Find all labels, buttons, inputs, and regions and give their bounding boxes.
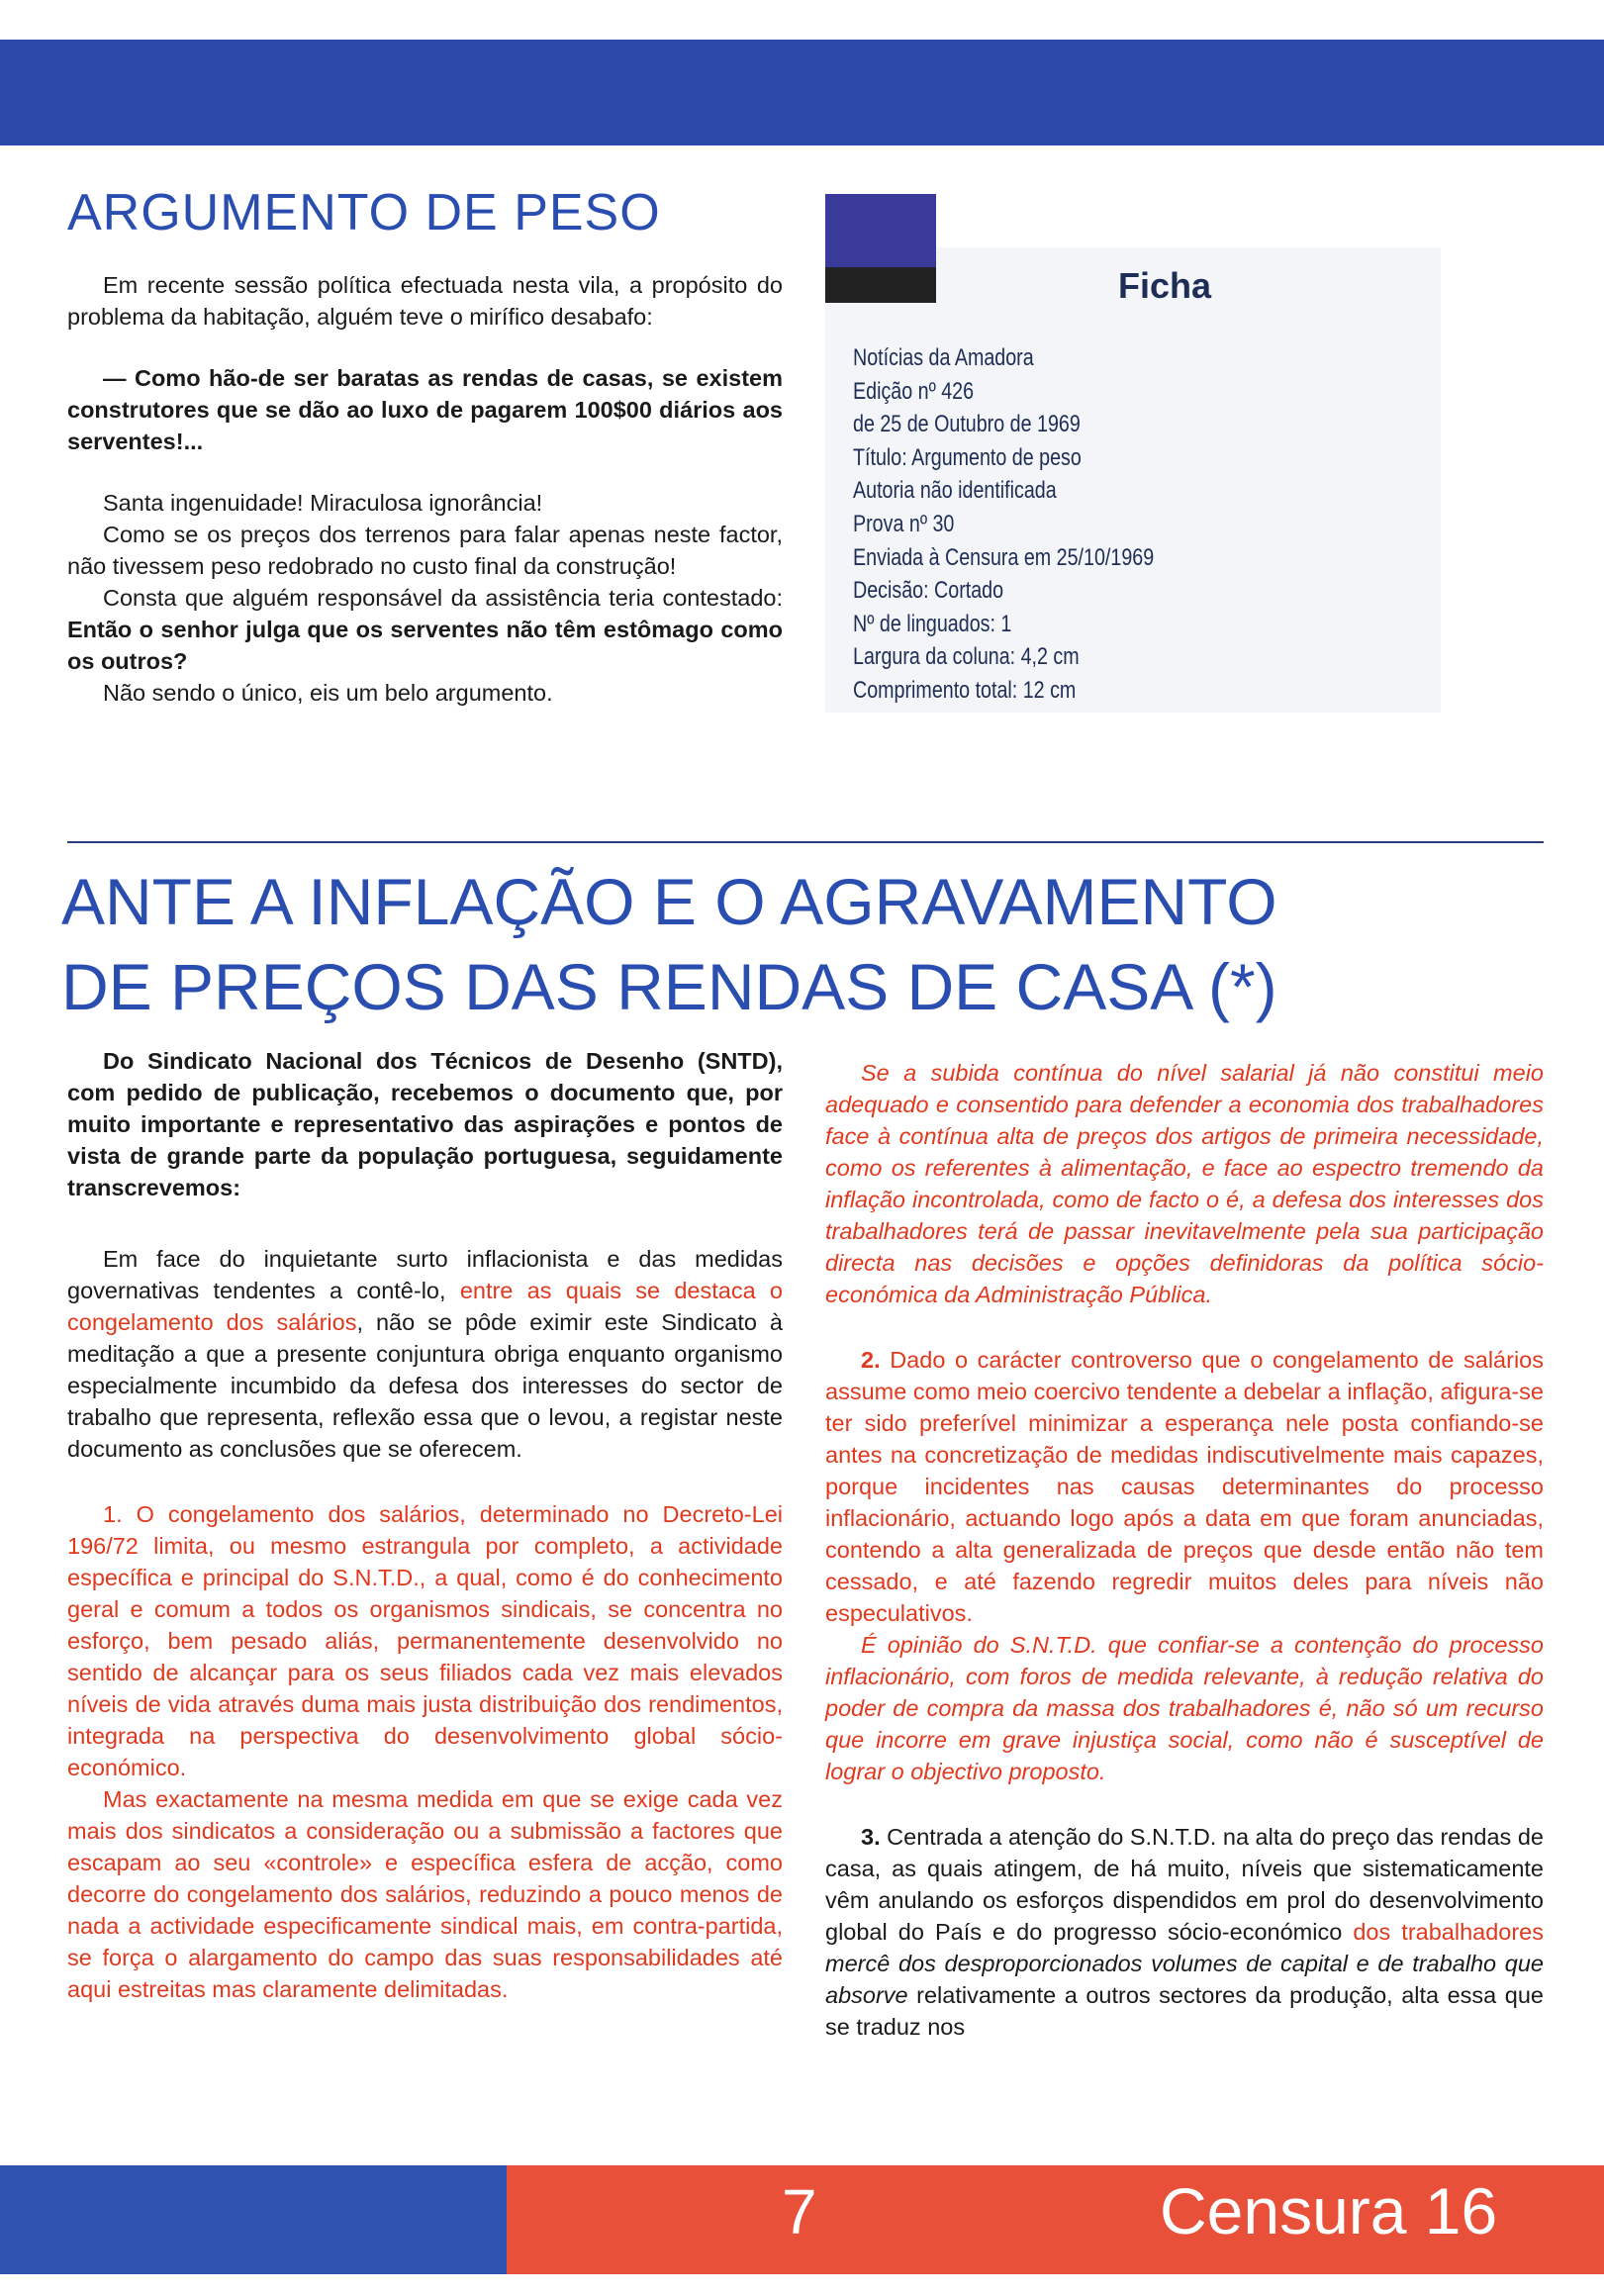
article-title-argumento: ARGUMENTO DE PESO	[67, 184, 661, 241]
paragraph: Como se os preços dos terrenos para falar apenas neste factor, não tivessem peso redobrado no custo final da construção!	[67, 522, 783, 579]
ficha-line: Largura da coluna: 4,2 cm	[853, 643, 1080, 671]
ficha-square-dark-part	[825, 267, 936, 303]
paragraph-text: Em face do inquietante surto inflacionista e das medidas governativas tendentes a contê-lo,	[67, 1246, 783, 1303]
ficha-line: Nº de linguados: 1	[853, 610, 1012, 637]
section-divider	[67, 841, 1544, 843]
article-inflacao-left-column	[67, 1045, 783, 2005]
title-line: ANTE A INFLAÇÃO E O AGRAVAMENTO	[61, 865, 1277, 938]
paragraph	[67, 582, 783, 677]
ficha-line: Decisão: Cortado	[853, 577, 1004, 605]
paragraph-text: , não se pôde eximir este Sindicato à meditação a que a presente conjuntura obriga enquanto organismo especialmente incumbido da defesa dos interesses do sector de trabalho que representa, reflexão essa que o levou, a registar neste documento as conclusões que se oferecem.	[67, 1309, 783, 1462]
paragraph-text: Centrada a atenção do S.N.T.D. na alta do preço das rendas de casa, as quais atingem, de há muito, níveis que sistematicamente vêm anulando os esforços dispendidos em prol do desenvolvimento global do País e do progresso sócio-económico	[825, 1824, 1544, 1945]
paragraph-text: Dado o carácter controverso que o congelamento de salários assume como meio coercivo tendente a debelar a inflação, afigura-se ter sido preferível minimizar a esperança nele posta confiando-se antes na concretização de medidas indiscutivelmente mais capazes, porque incidentes nas causas determinantes do processo inflacionário, actuando logo após a data em que foram anunciadas, contendo a alta generalizada de preços que desde então não tem cessado, e até fazendo regredir muitos deles para níveis não especulativos.	[825, 1347, 1544, 1626]
footer-bottom-strip	[0, 2274, 1604, 2296]
ficha-line: Comprimento total: 12 cm	[853, 676, 1077, 704]
italic-text: mercê dos desproporcionados volumes de capital e de trabalho que absorve	[825, 1951, 1544, 2008]
paragraph: Não sendo o único, eis um belo argumento.	[103, 680, 553, 706]
paragraph-text: relativamente a outros sectores da produção, alta essa que se traduz nos	[825, 1982, 1544, 2040]
page-number: 7	[782, 2176, 817, 2248]
ficha-line: Autoria não identificada	[853, 477, 1057, 505]
ficha-line: Enviada à Censura em 25/10/1969	[853, 543, 1155, 571]
section-number: 2.	[861, 1347, 881, 1373]
ficha-line: Prova nº 30	[853, 510, 955, 537]
title-line: DE PREÇOS DAS RENDAS DE CASA (*)	[61, 950, 1277, 1023]
ficha-square-icon	[825, 194, 936, 303]
article-title-inflacao	[61, 859, 1496, 1029]
paragraph	[67, 1243, 783, 1465]
paragraph-section-1: 1. O congelamento dos salários, determinado no Decreto-Lei 196/72 limita, ou mesmo estrangula por completo, a actividade específica e principal do S.N.T.D., a qual, como é do conhecimento geral e comum a todos os organismos sindicais, se concentra no esforço, bem pesado aliás, permanentemente desenvolvido no sentido de alcançar para os seus filiados cada vez mais elevados níveis de vida através duma mais justa distribuição dos rendimentos, integrada na perspectiva do desenvolvimento global sócio-económico.	[67, 1501, 783, 1780]
paragraph-section-2b: É opinião do S.N.T.D. que confiar-se a contenção do processo inflacionário, com foros de medida relevante, à redução relativa do poder de compra da massa dos trabalhadores é, não só um recurso que incorre em grave injustiça social, como não é susceptível de lograr o objectivo proposto.	[825, 1632, 1544, 1784]
ficha-title: Ficha	[1118, 265, 1212, 306]
paragraph: Em recente sessão política efectuada nesta vila, a propósito do problema da habitação, alguém teve o mirífico desabafo:	[67, 272, 783, 330]
ficha-line: Título: Argumento de peso	[853, 443, 1082, 471]
highlighted-text: entre as quais se destaca o congelamento dos salários	[67, 1278, 783, 1335]
paragraph-italic: Se a subida contínua do nível salarial já não constitui meio adequado e consentido para defender a economia dos trabalhadores face à contínua alta de preços dos artigos de primeira necessidade, como os referentes à alimentação, e face ao espectro tremendo da inflação incontrolada, como de facto o é, a defesa dos interesses dos trabalhadores terá de passar inevitavelmente pela sua participação directa nas decisões e opções definidoras da política sócio- económica da Administração Pública.	[825, 1060, 1544, 1307]
highlighted-text: dos trabalhadores	[1353, 1919, 1544, 1945]
ficha-line: de 25 de Outubro de 1969	[853, 411, 1081, 438]
article-inflacao-right-column	[825, 1057, 1544, 2043]
publication-brand: Censura 16	[1160, 2174, 1498, 2248]
paragraph-section-1b: Mas exactamente na mesma medida em que se exige cada vez mais dos sindicatos a consideração ou a submissão a factores que escapam ao seu «controle» e específica esfera de acção, como decorre do congelamento dos salários, reduzindo a pouco menos de nada a actividade especificamente sindical mais, em contra-partida, se força o alargamento do campo das suas responsabilidades até aqui estreitas mas claramente delimitadas.	[67, 1786, 783, 2002]
top-color-band	[0, 40, 1604, 145]
paragraph: Santa ingenuidade! Miraculosa ignorância!	[103, 490, 543, 516]
lead-paragraph: Do Sindicato Nacional dos Técnicos de Desenho (SNTD), com pedido de publicação, recebemos o documento que, por muito importante e representativo das aspirações e pontos de vista de grande parte da população portuguesa, seguidamente transcrevemos:	[67, 1048, 783, 1200]
ficha-line: Edição nº 426	[853, 377, 975, 405]
ficha-line: Notícias da Amadora	[853, 344, 1034, 371]
article-argumento-body	[67, 269, 783, 709]
footer-blue-band	[0, 2165, 507, 2274]
paragraph-text: Consta que alguém responsável da assistência teria contestado:	[103, 585, 783, 611]
paragraph-section-2	[825, 1344, 1544, 1629]
paragraph-section-3	[825, 1821, 1544, 2043]
ficha-list	[853, 341, 1154, 708]
quote-paragraph: — Como hão-de ser baratas as rendas de casas, se existem construtores que se dão ao luxo de pagarem 100$00 diários aos serventes!...	[67, 365, 783, 454]
paragraph-bold-text: Então o senhor julga que os serventes não têm estômago como os outros?	[67, 617, 783, 674]
section-number: 3.	[861, 1824, 881, 1850]
